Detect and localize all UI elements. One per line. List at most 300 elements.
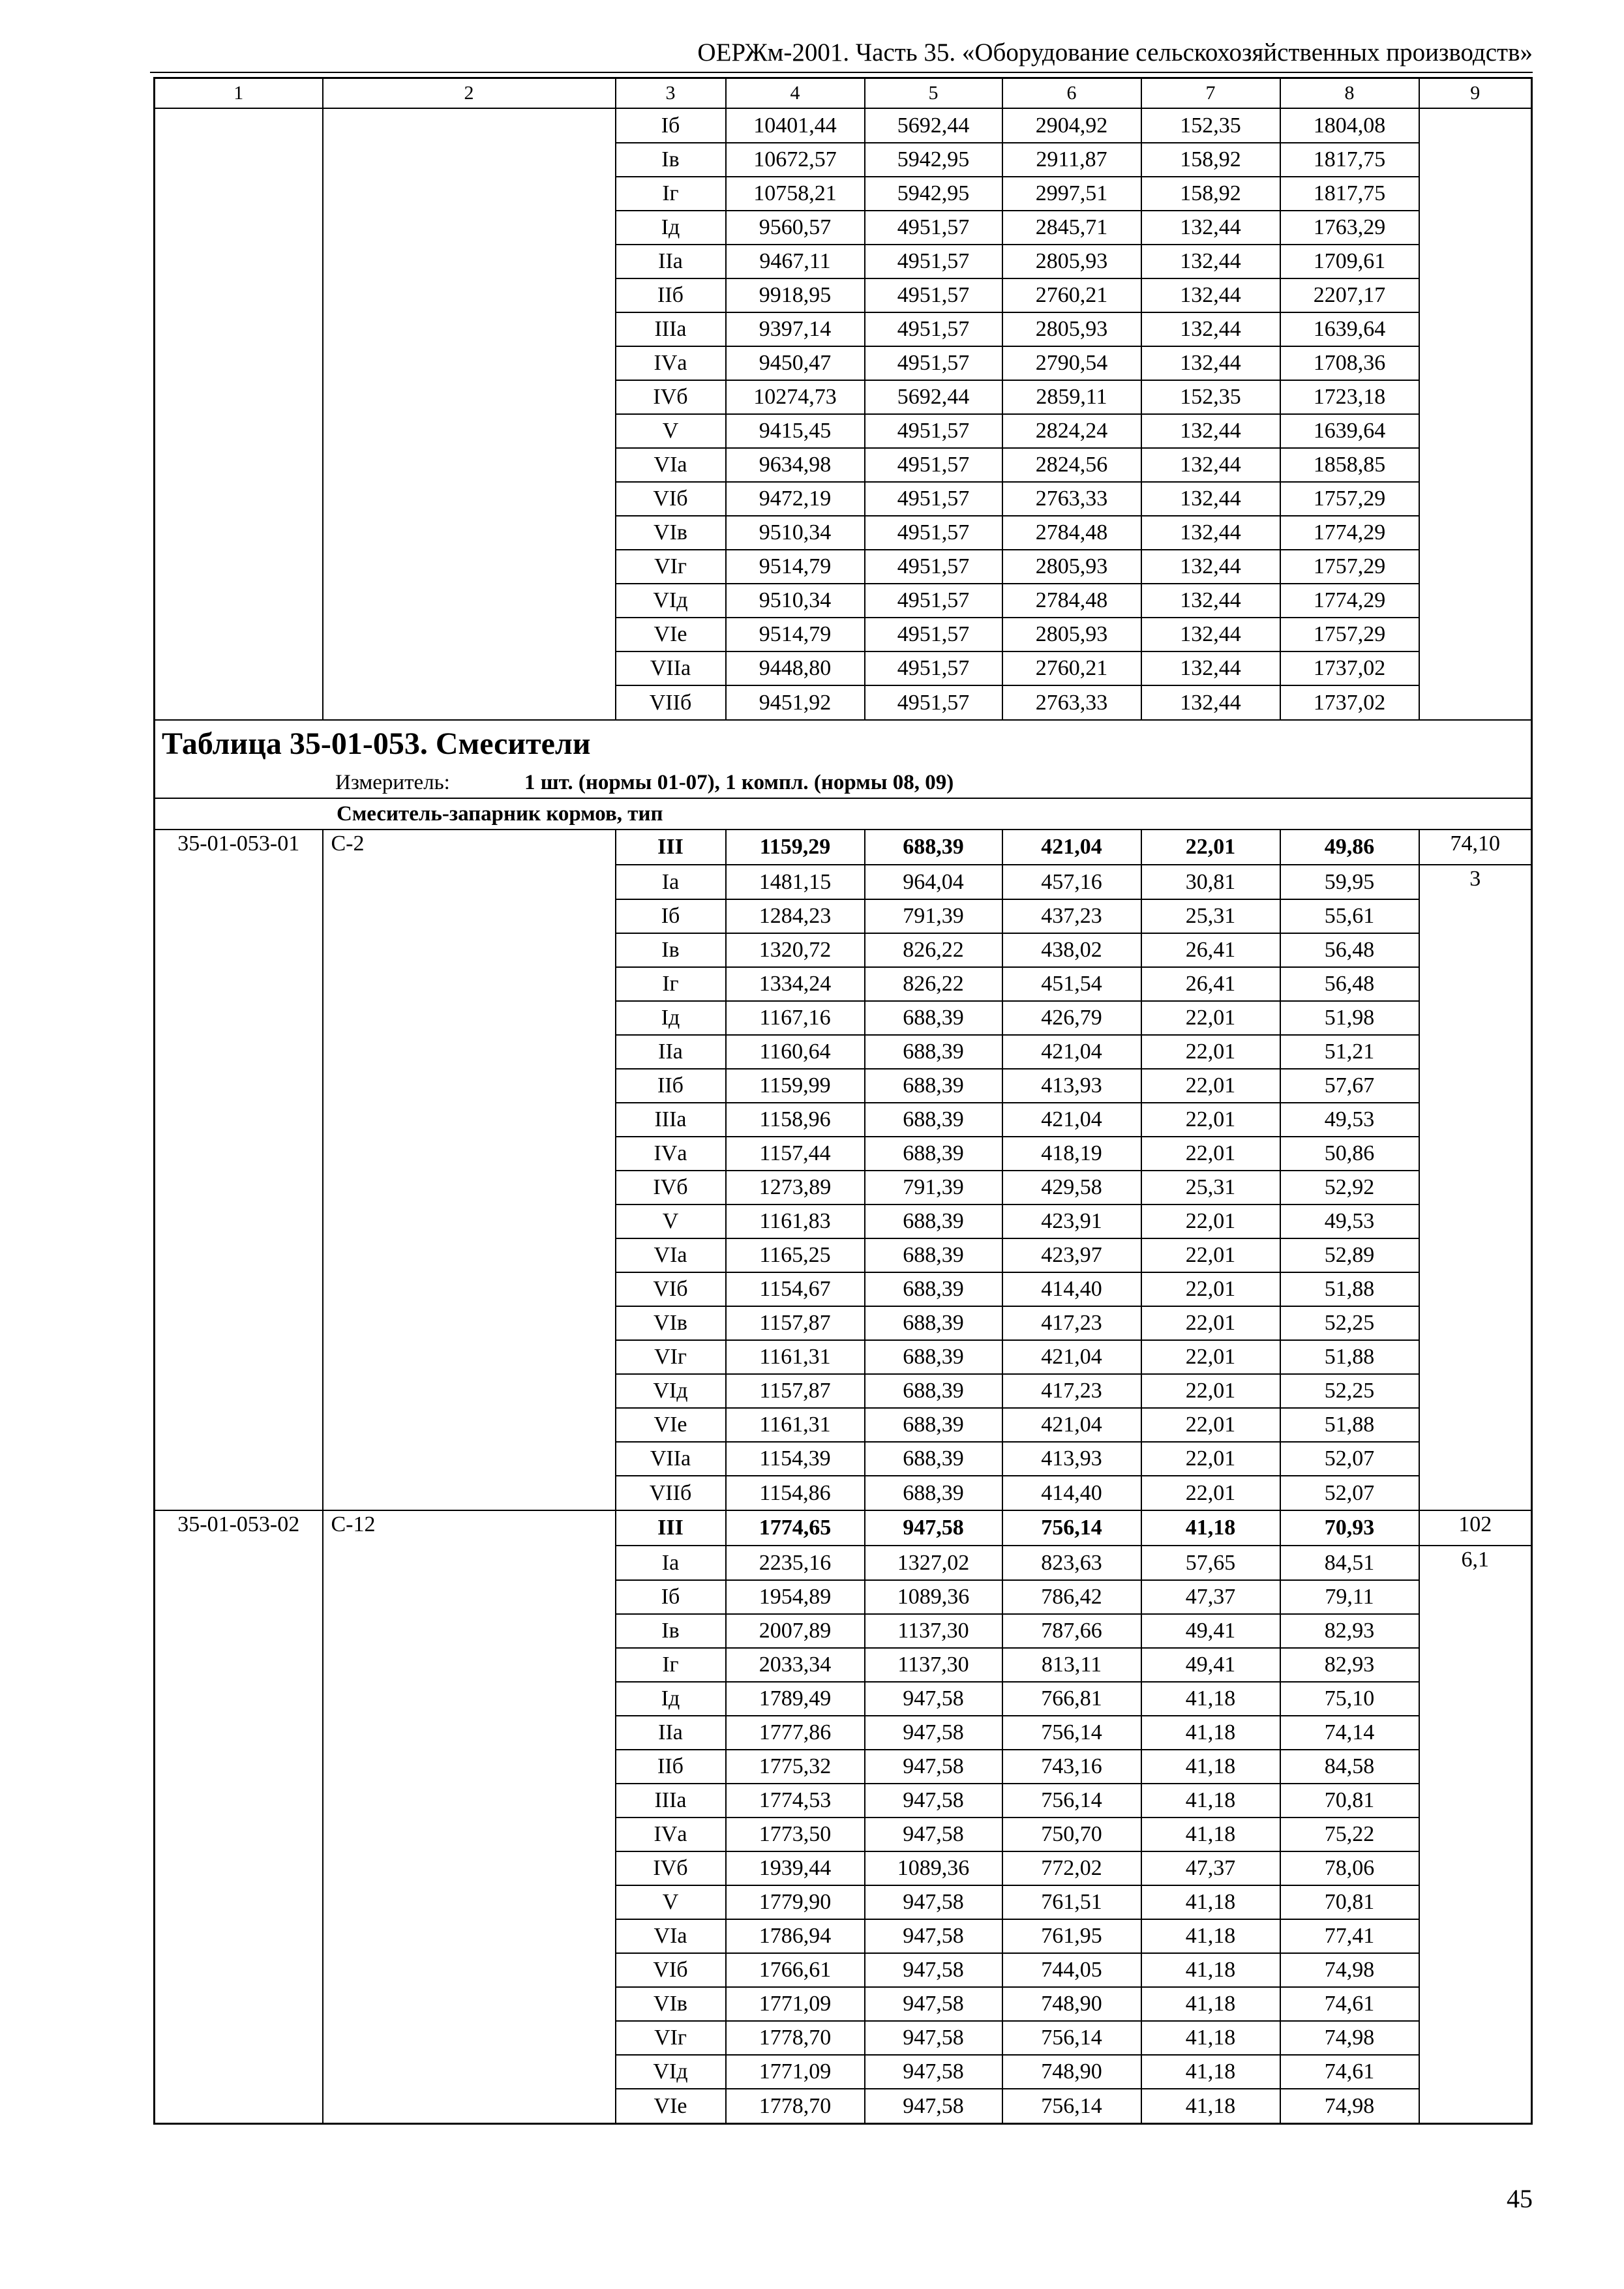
zone-cell: VIIб — [616, 1476, 726, 1510]
extra-cell — [1419, 1001, 1532, 1035]
value-cell: 78,06 — [1280, 1851, 1419, 1885]
value-cell: 30,81 — [1141, 865, 1280, 899]
value-cell: 2760,21 — [1002, 651, 1141, 685]
value-cell: 70,81 — [1280, 1885, 1419, 1919]
value-cell: 4951,57 — [865, 584, 1002, 618]
extra-cell — [1419, 482, 1532, 516]
value-cell: 1778,70 — [726, 2021, 865, 2055]
table-title-row — [155, 720, 1532, 768]
value-cell: 22,01 — [1141, 1442, 1280, 1476]
name-cell — [323, 685, 616, 720]
table-row — [155, 380, 1532, 414]
value-cell: 1939,44 — [726, 1851, 865, 1885]
value-cell: 418,19 — [1002, 1137, 1141, 1171]
value-cell: 82,93 — [1280, 1648, 1419, 1682]
value-cell: 25,31 — [1141, 899, 1280, 933]
value-cell: 4951,57 — [865, 278, 1002, 312]
value-cell: 82,93 — [1280, 1614, 1419, 1648]
value-cell: 79,11 — [1280, 1580, 1419, 1614]
norm-code: 35-01-053-02 — [155, 1510, 323, 2124]
value-cell: 688,39 — [865, 1340, 1002, 1374]
zone-cell: IVб — [616, 380, 726, 414]
value-cell: 2824,56 — [1002, 448, 1141, 482]
value-cell: 688,39 — [865, 1069, 1002, 1103]
value-cell: 41,18 — [1141, 1885, 1280, 1919]
value-cell: 761,95 — [1002, 1919, 1141, 1953]
zone-cell: VIв — [616, 1306, 726, 1340]
extra-cell — [1419, 177, 1532, 211]
value-cell: 4951,57 — [865, 448, 1002, 482]
value-cell: 1774,29 — [1280, 516, 1419, 550]
value-cell: 429,58 — [1002, 1171, 1141, 1204]
extra-cell — [1419, 1648, 1532, 1682]
value-cell: 132,44 — [1141, 685, 1280, 720]
value-cell: 22,01 — [1141, 1035, 1280, 1069]
zone-cell: VIг — [616, 1340, 726, 1374]
group-title: Смеситель-запарник кормов, тип — [155, 798, 1532, 830]
extra-cell — [1419, 1476, 1532, 1510]
column-number: 9 — [1419, 78, 1532, 109]
value-cell: 22,01 — [1141, 1238, 1280, 1272]
value-cell: 1771,09 — [726, 2055, 865, 2089]
value-cell: 70,81 — [1280, 1784, 1419, 1818]
table-row — [155, 245, 1532, 278]
zone-cell: IIа — [616, 245, 726, 278]
norm-code: 35-01-053-01 — [155, 830, 323, 1510]
value-cell: 947,58 — [865, 1784, 1002, 1818]
extra-cell: 102 — [1419, 1510, 1532, 1546]
value-cell: 41,18 — [1141, 1716, 1280, 1750]
extra-cell — [1419, 1035, 1532, 1069]
extra-cell — [1419, 1204, 1532, 1238]
value-cell: 744,05 — [1002, 1953, 1141, 1987]
value-cell: 22,01 — [1141, 1306, 1280, 1340]
page-number: 45 — [1507, 2184, 1533, 2213]
value-cell: 22,01 — [1141, 1340, 1280, 1374]
zone-cell: III — [616, 1510, 726, 1546]
extra-cell — [1419, 1784, 1532, 1818]
value-cell: 437,23 — [1002, 899, 1141, 933]
value-cell: 1771,09 — [726, 1987, 865, 2021]
value-cell: 947,58 — [865, 1818, 1002, 1851]
value-cell: 1154,39 — [726, 1442, 865, 1476]
value-cell: 2207,17 — [1280, 278, 1419, 312]
value-cell: 26,41 — [1141, 967, 1280, 1001]
value-cell: 41,18 — [1141, 2089, 1280, 2124]
value-cell: 947,58 — [865, 1682, 1002, 1716]
value-cell: 1639,64 — [1280, 414, 1419, 448]
value-cell: 1723,18 — [1280, 380, 1419, 414]
value-cell: 2805,93 — [1002, 550, 1141, 584]
value-cell: 1157,87 — [726, 1374, 865, 1408]
zone-cell: VIв — [616, 516, 726, 550]
zone-cell: IVб — [616, 1851, 726, 1885]
value-cell: 4951,57 — [865, 312, 1002, 346]
zone-cell: Iв — [616, 933, 726, 967]
value-cell: 9510,34 — [726, 584, 865, 618]
extra-cell — [1419, 1272, 1532, 1306]
value-cell: 1763,29 — [1280, 211, 1419, 245]
value-cell: 1766,61 — [726, 1953, 865, 1987]
zone-cell: Iв — [616, 143, 726, 177]
zone-cell: VIа — [616, 1238, 726, 1272]
value-cell: 59,95 — [1280, 865, 1419, 899]
value-cell: 50,86 — [1280, 1137, 1419, 1171]
equipment-name: С-2 — [323, 830, 616, 1510]
value-cell: 947,58 — [865, 1510, 1002, 1546]
name-cell — [323, 245, 616, 278]
value-cell: 2824,24 — [1002, 414, 1141, 448]
value-cell: 4951,57 — [865, 651, 1002, 685]
name-cell — [323, 584, 616, 618]
code-cell — [155, 482, 323, 516]
value-cell: 22,01 — [1141, 1204, 1280, 1238]
value-cell: 4951,57 — [865, 346, 1002, 380]
value-cell: 132,44 — [1141, 312, 1280, 346]
value-cell: 10401,44 — [726, 108, 865, 143]
extra-cell — [1419, 1069, 1532, 1103]
zone-cell: IIа — [616, 1716, 726, 1750]
code-cell — [155, 211, 323, 245]
value-cell: 52,92 — [1280, 1171, 1419, 1204]
value-cell: 1157,44 — [726, 1137, 865, 1171]
value-cell: 132,44 — [1141, 346, 1280, 380]
table-row — [155, 685, 1532, 720]
value-cell: 823,63 — [1002, 1546, 1141, 1580]
extra-cell — [1419, 414, 1532, 448]
code-cell — [155, 448, 323, 482]
zone-cell: IIб — [616, 1069, 726, 1103]
value-cell: 1773,50 — [726, 1818, 865, 1851]
extra-cell — [1419, 448, 1532, 482]
value-cell: 1161,31 — [726, 1340, 865, 1374]
value-cell: 748,90 — [1002, 2055, 1141, 2089]
value-cell: 1777,86 — [726, 1716, 865, 1750]
value-cell: 57,67 — [1280, 1069, 1419, 1103]
column-number: 1 — [155, 78, 323, 109]
value-cell: 688,39 — [865, 830, 1002, 865]
value-cell: 787,66 — [1002, 1614, 1141, 1648]
extra-cell — [1419, 1171, 1532, 1204]
value-cell: 1804,08 — [1280, 108, 1419, 143]
value-cell: 51,98 — [1280, 1001, 1419, 1035]
value-cell: 947,58 — [865, 1750, 1002, 1784]
value-cell: 2033,34 — [726, 1648, 865, 1682]
value-cell: 688,39 — [865, 1272, 1002, 1306]
value-cell: 1154,67 — [726, 1272, 865, 1306]
value-cell: 772,02 — [1002, 1851, 1141, 1885]
equipment-name: С-12 — [323, 1510, 616, 2124]
value-cell: 1757,29 — [1280, 482, 1419, 516]
name-cell — [323, 143, 616, 177]
value-cell: 74,98 — [1280, 2089, 1419, 2124]
extra-cell — [1419, 1750, 1532, 1784]
unit-label: Измеритель: — [335, 771, 450, 794]
value-cell: 2007,89 — [726, 1614, 865, 1648]
value-cell: 761,51 — [1002, 1885, 1141, 1919]
zone-cell: VIб — [616, 1953, 726, 1987]
value-cell: 9514,79 — [726, 618, 865, 651]
value-cell: 2784,48 — [1002, 584, 1141, 618]
value-cell: 756,14 — [1002, 1716, 1141, 1750]
value-cell: 41,18 — [1141, 1784, 1280, 1818]
value-cell: 1481,15 — [726, 865, 865, 899]
zone-cell: VIе — [616, 2089, 726, 2124]
zone-cell: IIIа — [616, 1103, 726, 1137]
value-cell: 132,44 — [1141, 211, 1280, 245]
zone-cell: IVа — [616, 1818, 726, 1851]
value-cell: 1161,83 — [726, 1204, 865, 1238]
extra-cell — [1419, 550, 1532, 584]
value-cell: 1273,89 — [726, 1171, 865, 1204]
value-cell: 2760,21 — [1002, 278, 1141, 312]
zone-cell: Iг — [616, 1648, 726, 1682]
value-cell: 152,35 — [1141, 380, 1280, 414]
column-number: 3 — [616, 78, 726, 109]
value-cell: 132,44 — [1141, 618, 1280, 651]
zone-cell: VIIа — [616, 651, 726, 685]
value-cell: 49,53 — [1280, 1204, 1419, 1238]
zone-cell: Iг — [616, 967, 726, 1001]
value-cell: 423,91 — [1002, 1204, 1141, 1238]
name-cell — [323, 482, 616, 516]
extra-cell — [1419, 1885, 1532, 1919]
value-cell: 22,01 — [1141, 1069, 1280, 1103]
value-cell: 74,98 — [1280, 2021, 1419, 2055]
value-cell: 84,58 — [1280, 1750, 1419, 1784]
value-cell: 688,39 — [865, 1137, 1002, 1171]
value-cell: 1775,32 — [726, 1750, 865, 1784]
value-cell: 25,31 — [1141, 1171, 1280, 1204]
value-cell: 9450,47 — [726, 346, 865, 380]
name-cell — [323, 651, 616, 685]
extra-cell — [1419, 618, 1532, 651]
zone-cell: III — [616, 830, 726, 865]
value-cell: 1757,29 — [1280, 550, 1419, 584]
column-number: 5 — [865, 78, 1002, 109]
column-number: 6 — [1002, 78, 1141, 109]
code-cell — [155, 312, 323, 346]
value-cell: 5942,95 — [865, 177, 1002, 211]
value-cell: 1737,02 — [1280, 685, 1419, 720]
value-cell: 750,70 — [1002, 1818, 1141, 1851]
zone-cell: V — [616, 414, 726, 448]
value-cell: 2997,51 — [1002, 177, 1141, 211]
zone-cell: VIа — [616, 1919, 726, 1953]
value-cell: 5692,44 — [865, 108, 1002, 143]
value-cell: 1708,36 — [1280, 346, 1419, 380]
zone-cell: IIб — [616, 1750, 726, 1784]
value-cell: 132,44 — [1141, 482, 1280, 516]
zone-cell: VIд — [616, 2055, 726, 2089]
zone-cell: VIа — [616, 448, 726, 482]
value-cell: 688,39 — [865, 1204, 1002, 1238]
table-row — [155, 108, 1532, 143]
zone-cell: V — [616, 1204, 726, 1238]
zone-cell: Iв — [616, 1614, 726, 1648]
value-cell: 52,07 — [1280, 1442, 1419, 1476]
value-cell: 1159,29 — [726, 830, 865, 865]
zone-cell: V — [616, 1885, 726, 1919]
zone-cell: Iб — [616, 1580, 726, 1614]
value-cell: 56,48 — [1280, 933, 1419, 967]
extra-cell — [1419, 211, 1532, 245]
name-cell — [323, 516, 616, 550]
value-cell: 1817,75 — [1280, 143, 1419, 177]
value-cell: 41,18 — [1141, 2021, 1280, 2055]
code-cell — [155, 346, 323, 380]
value-cell: 47,37 — [1141, 1580, 1280, 1614]
value-cell: 132,44 — [1141, 516, 1280, 550]
value-cell: 756,14 — [1002, 1510, 1141, 1546]
value-cell: 1320,72 — [726, 933, 865, 967]
value-cell: 1774,29 — [1280, 584, 1419, 618]
group-row — [155, 798, 1532, 830]
unit-cell — [155, 768, 1532, 798]
value-cell: 791,39 — [865, 1171, 1002, 1204]
value-cell: 55,61 — [1280, 899, 1419, 933]
zone-cell: VIг — [616, 2021, 726, 2055]
name-cell — [323, 312, 616, 346]
extra-cell — [1419, 651, 1532, 685]
value-cell: 132,44 — [1141, 245, 1280, 278]
extra-cell — [1419, 1987, 1532, 2021]
value-cell: 22,01 — [1141, 1408, 1280, 1442]
extra-cell — [1419, 245, 1532, 278]
value-cell: 2911,87 — [1002, 143, 1141, 177]
column-number: 2 — [323, 78, 616, 109]
zone-cell: VIе — [616, 618, 726, 651]
value-cell: 791,39 — [865, 899, 1002, 933]
code-cell — [155, 516, 323, 550]
extra-cell — [1419, 1340, 1532, 1374]
value-cell: 9560,57 — [726, 211, 865, 245]
value-cell: 748,90 — [1002, 1987, 1141, 2021]
value-cell: 158,92 — [1141, 177, 1280, 211]
extra-cell — [1419, 1580, 1532, 1614]
table-row — [155, 211, 1532, 245]
name-cell — [323, 550, 616, 584]
value-cell: 84,51 — [1280, 1546, 1419, 1580]
table-row — [155, 312, 1532, 346]
value-cell: 9510,34 — [726, 516, 865, 550]
value-cell: 2235,16 — [726, 1546, 865, 1580]
value-cell: 1774,65 — [726, 1510, 865, 1546]
value-cell: 964,04 — [865, 865, 1002, 899]
value-cell: 1709,61 — [1280, 245, 1419, 278]
value-cell: 947,58 — [865, 1987, 1002, 2021]
extra-cell — [1419, 380, 1532, 414]
extra-cell: 74,10 — [1419, 830, 1532, 865]
code-cell — [155, 550, 323, 584]
value-cell: 688,39 — [865, 1035, 1002, 1069]
value-cell: 74,98 — [1280, 1953, 1419, 1987]
value-cell: 688,39 — [865, 1306, 1002, 1340]
value-cell: 57,65 — [1141, 1546, 1280, 1580]
value-cell: 826,22 — [865, 933, 1002, 967]
zone-cell: Iд — [616, 1001, 726, 1035]
zone-cell: VIд — [616, 1374, 726, 1408]
extra-cell — [1419, 584, 1532, 618]
value-cell: 2859,11 — [1002, 380, 1141, 414]
value-cell: 47,37 — [1141, 1851, 1280, 1885]
code-cell — [155, 245, 323, 278]
value-cell: 22,01 — [1141, 1374, 1280, 1408]
value-cell: 9415,45 — [726, 414, 865, 448]
value-cell: 1159,99 — [726, 1069, 865, 1103]
extra-cell — [1419, 1442, 1532, 1476]
zone-cell: VIд — [616, 584, 726, 618]
name-cell — [323, 448, 616, 482]
zone-cell: VIе — [616, 1408, 726, 1442]
value-cell: 51,21 — [1280, 1035, 1419, 1069]
value-cell: 413,93 — [1002, 1442, 1141, 1476]
value-cell: 9918,95 — [726, 278, 865, 312]
value-cell: 2805,93 — [1002, 245, 1141, 278]
value-cell: 1137,30 — [865, 1614, 1002, 1648]
value-cell: 4951,57 — [865, 211, 1002, 245]
value-cell: 756,14 — [1002, 2021, 1141, 2055]
value-cell: 1158,96 — [726, 1103, 865, 1137]
zone-cell: Iг — [616, 177, 726, 211]
value-cell: 132,44 — [1141, 584, 1280, 618]
value-cell: 4951,57 — [865, 550, 1002, 584]
zone-cell: Iа — [616, 1546, 726, 1580]
value-cell: 1161,31 — [726, 1408, 865, 1442]
value-cell: 75,22 — [1280, 1818, 1419, 1851]
extra-cell — [1419, 2089, 1532, 2124]
zone-cell: VIIа — [616, 1442, 726, 1476]
zone-cell: VIб — [616, 1272, 726, 1306]
value-cell: 4951,57 — [865, 516, 1002, 550]
table-row — [155, 584, 1532, 618]
header-rule — [150, 72, 1533, 73]
value-cell: 2805,93 — [1002, 312, 1141, 346]
value-cell: 1157,87 — [726, 1306, 865, 1340]
value-cell: 52,25 — [1280, 1306, 1419, 1340]
value-cell: 1334,24 — [726, 967, 865, 1001]
name-cell — [323, 108, 616, 143]
value-cell: 2845,71 — [1002, 211, 1141, 245]
value-cell: 10672,57 — [726, 143, 865, 177]
value-cell: 1167,16 — [726, 1001, 865, 1035]
value-cell: 158,92 — [1141, 143, 1280, 177]
name-cell — [323, 177, 616, 211]
table-row — [155, 550, 1532, 584]
extra-cell — [1419, 1953, 1532, 1987]
value-cell: 132,44 — [1141, 414, 1280, 448]
table-row — [155, 278, 1532, 312]
value-cell: 1954,89 — [726, 1580, 865, 1614]
value-cell: 414,40 — [1002, 1272, 1141, 1306]
value-cell: 2904,92 — [1002, 108, 1141, 143]
value-cell: 132,44 — [1141, 550, 1280, 584]
value-cell: 132,44 — [1141, 448, 1280, 482]
extra-cell — [1419, 899, 1532, 933]
table-row — [155, 143, 1532, 177]
zone-cell: IVб — [616, 1171, 726, 1204]
name-cell — [323, 618, 616, 651]
unit-value: 1 шт. (нормы 01-07), 1 компл. (нормы 08, 09) — [524, 771, 954, 794]
value-cell: 132,44 — [1141, 651, 1280, 685]
value-cell: 1778,70 — [726, 2089, 865, 2124]
extra-cell — [1419, 2021, 1532, 2055]
code-cell — [155, 685, 323, 720]
value-cell: 22,01 — [1141, 1476, 1280, 1510]
column-numbers-row — [155, 78, 1532, 109]
name-cell — [323, 380, 616, 414]
value-cell: 22,01 — [1141, 830, 1280, 865]
